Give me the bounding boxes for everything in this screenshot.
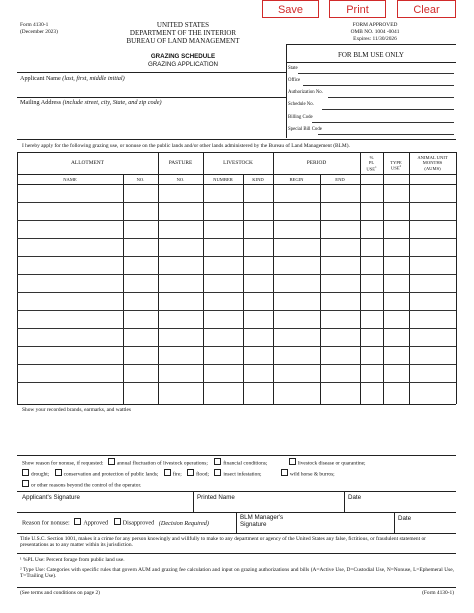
sub-pasture-no: NO. — [176, 177, 185, 182]
applicant-signature-field[interactable] — [20, 502, 192, 512]
drought-checkbox[interactable] — [22, 469, 29, 476]
col-allotment: ALLOTMENT — [71, 160, 104, 166]
mailing-address-label: Mailing Address (include street, city, State, and zip code) — [20, 99, 162, 106]
form-subtitle: GRAZING APPLICATION — [147, 61, 219, 68]
blm-field-billing[interactable] — [312, 122, 454, 123]
blm-field-authorization-label: Authorization No. — [288, 90, 323, 95]
livestock-disease-checkbox[interactable] — [289, 458, 296, 465]
col-type-use: TYPE USE$^2$ — [390, 160, 402, 171]
legal-statement: Title U.S.C. Section 1001, makes it a crime for any person knowingly and willfully to make to any department or agency of the United States any false, fictitious, or fraudulent statement or presentations as to any matter within its jurisdiction. — [20, 536, 426, 549]
other-reasons-checkbox[interactable] — [22, 480, 29, 487]
brands-field[interactable] — [20, 416, 454, 454]
nonuse-reasons-row-2: drought; conservation and protection of public lands; fire; flood; insect infestation; wild horse & burros; — [22, 469, 335, 478]
blm-field-schedule[interactable] — [322, 109, 454, 110]
blm-field-authorization[interactable] — [328, 97, 454, 98]
blm-field-office[interactable] — [303, 85, 454, 86]
manager-signature-label: BLM Manager's Signature — [240, 514, 284, 529]
fire-checkbox[interactable] — [164, 469, 171, 476]
printed-name-field[interactable] — [196, 502, 342, 512]
approved-checkbox[interactable] — [74, 518, 81, 525]
footer-terms: (See terms and conditions on page 2) — [20, 590, 100, 596]
reason-for-nonuse-row: Reason for nonuse: Approved Disapproved (Decision Required) — [22, 519, 209, 527]
form-title: GRAZING SCHEDULE — [150, 53, 216, 60]
financial-conditions-checkbox[interactable] — [214, 458, 221, 465]
applicant-signature-label: Applicant's Signature — [22, 494, 80, 501]
printed-name-label: Printed Name — [197, 494, 235, 501]
blm-field-billing-label: Billing Code — [288, 115, 313, 120]
footer-form-number: (Form 4130-1) — [422, 590, 454, 596]
manager-date-label: Date — [398, 515, 412, 522]
brands-label: Show your recorded brands, earmarks, and wattles — [22, 407, 131, 413]
disapproved-checkbox[interactable] — [114, 518, 121, 525]
manager-signature-field[interactable] — [280, 514, 392, 532]
clear-button[interactable]: Clear — [397, 0, 456, 18]
col-aums: ANIMAL UNIT MONTHS (AUMS) — [417, 155, 448, 171]
nonuse-reasons-row-1: Show reason for nonuse, if requested: annual fluctuation of livestock operations; financial conditions; livestock disease or quarantine; — [22, 458, 366, 467]
applicant-name-field[interactable] — [20, 83, 282, 96]
col-period: PERIOD — [306, 160, 327, 166]
print-button[interactable]: Print — [329, 0, 386, 18]
sub-livestock-number: NUMBER — [213, 177, 233, 182]
conservation-checkbox[interactable] — [55, 469, 62, 476]
blm-field-schedule-label: Schedule No. — [288, 102, 314, 107]
form-number: Form 4130-1 — [20, 22, 49, 28]
annual-fluctuation-checkbox[interactable] — [108, 458, 115, 465]
sub-livestock-kind: KIND — [252, 177, 264, 182]
wild-horse-checkbox[interactable] — [281, 469, 288, 476]
application-statement: I hereby apply for the following grazing use, or nonuse on the public lands and/or other lands administered by the Bureau of Land Management (BLM). — [22, 143, 350, 149]
applicant-date-label: Date — [348, 494, 362, 501]
omb-number: OMB NO. 1004 -0041 — [350, 29, 400, 35]
agency-line-2: DEPARTMENT OF THE INTERIOR — [129, 29, 237, 37]
grazing-table-body[interactable] — [18, 185, 455, 403]
agency-line-3: BUREAU OF LAND MANAGEMENT — [126, 37, 240, 45]
col-pasture: PASTURE — [168, 160, 193, 166]
flood-checkbox[interactable] — [187, 469, 194, 476]
footnote-type-use: ² Type Use: Categories with specific rules that govern AUM and grazing fee calculation and input on grazing authorizations and bills (A=Active Use, D=Custodial Use, N=Nonuse, L=Ephemeral Use, T=Trailing Use). — [20, 567, 454, 580]
blm-field-office-label: Office — [288, 78, 301, 83]
col-pl-use: % PL USE$^1$ — [366, 155, 377, 172]
expiration-date: Expires: 11/30/2026 — [353, 36, 397, 42]
footnote-pl-use: ¹ %PL Use: Percent forage from public land use. — [20, 557, 125, 563]
form-date: (December 2023) — [20, 29, 58, 35]
blm-field-state-label: State — [288, 66, 298, 71]
blm-field-state[interactable] — [298, 73, 454, 74]
save-button[interactable]: Save — [262, 0, 319, 18]
sub-period-begin: BEGIN — [289, 177, 304, 182]
blm-field-special-bill[interactable] — [318, 134, 454, 135]
sub-period-end: END — [335, 177, 345, 182]
nonuse-reasons-row-3: or other reasons beyond the control of the operator. — [22, 480, 141, 489]
applicant-name-label: Applicant Name (last, first, middle initial) — [20, 75, 125, 82]
manager-date-field[interactable] — [397, 523, 453, 532]
blm-use-title: FOR BLM USE ONLY — [337, 51, 404, 59]
applicant-date-field[interactable] — [347, 502, 453, 512]
agency-line-1: UNITED STATES — [156, 21, 210, 29]
sub-allotment-name: NAME — [63, 177, 77, 182]
form-approved: FORM APPROVED — [352, 22, 398, 28]
mailing-address-field[interactable] — [20, 107, 282, 137]
col-livestock: LIVESTOCK — [223, 160, 253, 166]
insect-infestation-checkbox[interactable] — [214, 469, 221, 476]
blm-field-special-bill-label: Special Bill Code — [288, 127, 322, 132]
sub-allotment-no: NO. — [136, 177, 145, 182]
